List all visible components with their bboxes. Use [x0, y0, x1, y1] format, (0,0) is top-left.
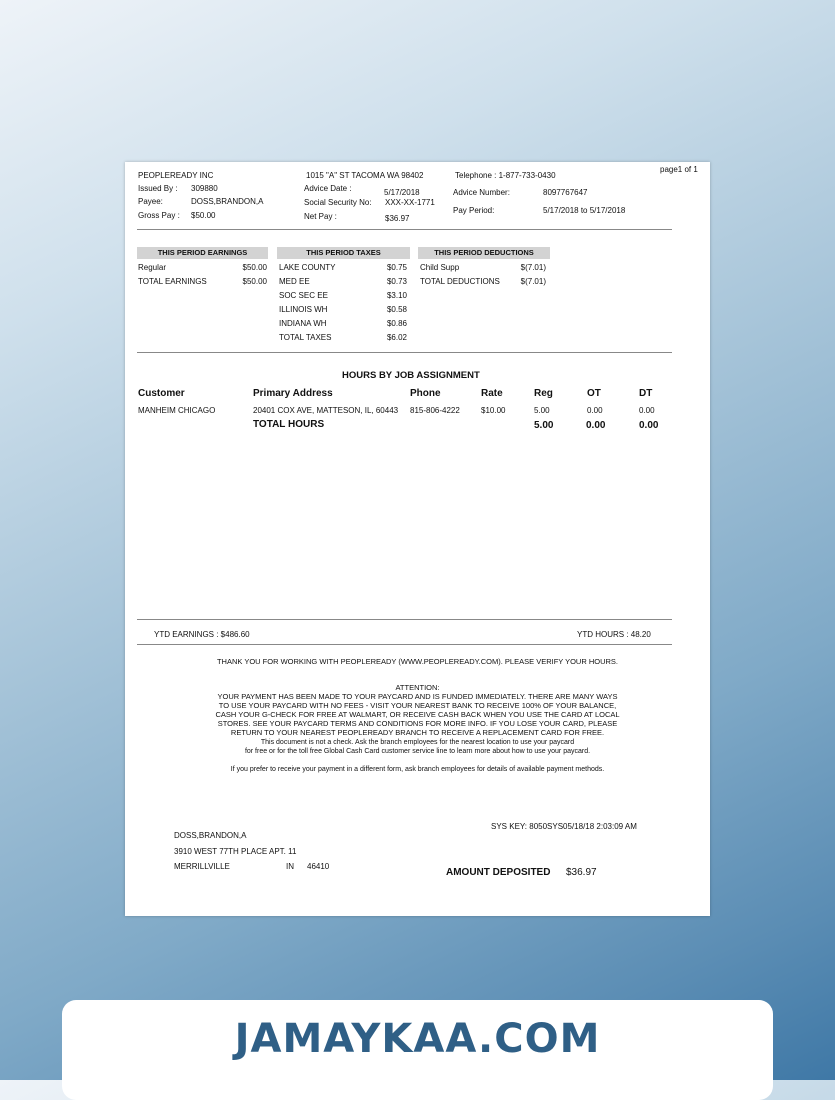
attention-line: STORES. SEE YOUR PAYCARD TERMS AND CONDITIONS FOR MORE INFO. IF YOU LOSE YOUR CARD, PLEASE	[217, 719, 618, 728]
tax-row-label: MED EE	[279, 277, 310, 286]
taxes-section-header: THIS PERIOD TAXES	[277, 247, 410, 259]
section-divider	[137, 352, 672, 353]
attention-title: ATTENTION:	[395, 683, 440, 692]
col-phone: Phone	[410, 388, 441, 399]
tax-total-label: TOTAL TAXES	[279, 333, 332, 342]
tax-row-amount: $3.10	[386, 291, 407, 300]
payee-label: Payee:	[138, 197, 163, 206]
row-dt: 0.00	[639, 406, 655, 415]
ssn-label: Social Security No:	[304, 198, 372, 207]
net-pay-value: $36.97	[385, 214, 410, 223]
deductions-section-header: THIS PERIOD DEDUCTIONS	[418, 247, 550, 259]
not-check-line: for free or for the toll free Global Cash Card customer service line to learn more about how to use your paycard.	[244, 748, 591, 755]
attention-line: TO USE YOUR PAYCARD WITH NO FEES - VISIT YOUR NEAREST BANK TO RECEIVE 100% OF YOUR BALANCE,	[218, 701, 617, 710]
mail-state: IN	[286, 862, 294, 871]
amount-deposited-value: $36.97	[566, 867, 597, 878]
tax-row-label: SOC SEC EE	[279, 291, 328, 300]
hours-section-title: HOURS BY JOB ASSIGNMENT	[342, 370, 480, 381]
row-address: 20401 COX AVE, MATTESON, IL, 60443	[253, 406, 399, 415]
total-hours-label: TOTAL HOURS	[253, 419, 325, 430]
company-name: PEOPLEREADY INC	[138, 171, 214, 180]
total-dt: 0.00	[639, 420, 659, 431]
pay-period-value: 5/17/2018 to 5/17/2018	[543, 206, 626, 215]
attention-line: YOUR PAYMENT HAS BEEN MADE TO YOUR PAYCARD AND IS FUNDED IMMEDIATELY. THERE ARE MANY WAYS	[217, 692, 618, 701]
row-ot: 0.00	[587, 406, 603, 415]
tax-row-amount: $0.73	[386, 277, 407, 286]
tax-row-amount: $0.75	[386, 263, 407, 272]
pay-stub-document	[125, 162, 710, 916]
mail-zip: 46410	[307, 862, 330, 871]
col-primary-address: Primary Address	[253, 388, 333, 399]
attention-line: CASH YOUR G-CHECK FOR FREE AT WALMART, OR RECEIVE CASH BACK WHEN YOU USE THE CARD AT LOCAL	[215, 710, 620, 719]
issued-by-value: 309880	[191, 184, 218, 193]
thank-you-message: THANK YOU FOR WORKING WITH PEOPLEREADY (WWW.PEOPLEREADY.COM). PLEASE VERIFY YOUR HOURS.	[216, 657, 619, 666]
tax-total-amount: $6.02	[386, 333, 407, 342]
deduction-child-supp-amount: $(7.01)	[520, 263, 546, 272]
row-customer: MANHEIM CHICAGO	[138, 406, 216, 415]
issued-by-label: Issued By :	[138, 184, 178, 193]
tax-row-label: ILLINOIS WH	[279, 305, 328, 314]
earnings-regular-label: Regular	[138, 263, 167, 272]
ytd-top-divider	[137, 619, 672, 620]
tax-row-label: LAKE COUNTY	[279, 263, 336, 272]
net-pay-label: Net Pay :	[304, 212, 337, 221]
advice-date-label: Advice Date :	[304, 184, 352, 193]
watermark-banner	[62, 1000, 773, 1100]
earnings-regular-amount: $50.00	[242, 263, 267, 272]
earnings-total-label: TOTAL EARNINGS	[138, 277, 207, 286]
tax-row-amount: $0.86	[386, 319, 407, 328]
ssn-value: XXX-XX-1771	[385, 198, 435, 207]
col-customer: Customer	[138, 388, 185, 399]
header-divider	[137, 229, 672, 230]
payment-form-message: If you prefer to receive your payment in a different form, ask branch employees for details of available payment methods.	[230, 766, 605, 773]
deduction-total-label: TOTAL DEDUCTIONS	[420, 277, 500, 286]
advice-number-value: 8097767647	[543, 188, 588, 197]
sys-key: SYS KEY: 8050SYS05/18/18 2:03:09 AM	[491, 822, 637, 831]
deduction-child-supp-label: Child Supp	[420, 263, 460, 272]
company-address: 1015 "A" ST TACOMA WA 98402	[306, 171, 424, 180]
total-ot: 0.00	[586, 420, 606, 431]
amount-deposited-label: AMOUNT DEPOSITED	[446, 867, 551, 878]
ytd-hours: YTD HOURS : 48.20	[577, 630, 651, 639]
advice-date-value: 5/17/2018	[384, 188, 420, 197]
mail-name: DOSS,BRANDON,A	[174, 831, 247, 840]
earnings-total-amount: $50.00	[242, 277, 267, 286]
ytd-earnings: YTD EARNINGS : $486.60	[154, 630, 250, 639]
deduction-total-amount: $(7.01)	[520, 277, 546, 286]
ytd-bottom-divider	[137, 644, 672, 645]
tax-row-label: INDIANA WH	[279, 319, 327, 328]
col-rate: Rate	[481, 388, 503, 399]
gross-pay-value: $50.00	[191, 211, 216, 220]
tax-row-amount: $0.58	[386, 305, 407, 314]
mail-city: MERRILLVILLE	[174, 862, 230, 871]
watermark-logo-text: JAMAYKAA.COM	[234, 1016, 601, 1062]
row-phone: 815-806-4222	[410, 406, 460, 415]
pay-period-label: Pay Period:	[453, 206, 495, 215]
not-check-line: This document is not a check. Ask the branch employees for the nearest location to use your paycard	[260, 739, 575, 746]
page-number: page1 of 1	[660, 165, 698, 174]
total-reg: 5.00	[534, 420, 554, 431]
row-rate: $10.00	[481, 406, 506, 415]
company-telephone: Telephone : 1-877-733-0430	[455, 171, 556, 180]
payee-value: DOSS,BRANDON,A	[191, 197, 264, 206]
mail-street: 3910 WEST 77TH PLACE APT. 11	[174, 847, 297, 856]
attention-line: RETURN TO YOUR NEAREST PEOPLEREADY BRANCH TO RECEIVE A REPLACEMENT CARD FOR FREE.	[230, 728, 605, 737]
row-reg: 5.00	[534, 406, 550, 415]
advice-number-label: Advice Number:	[453, 188, 510, 197]
earnings-section-header: THIS PERIOD EARNINGS	[137, 247, 268, 259]
gross-pay-label: Gross Pay :	[138, 211, 180, 220]
col-ot: OT	[587, 388, 601, 399]
col-reg: Reg	[534, 388, 553, 399]
col-dt: DT	[639, 388, 653, 399]
